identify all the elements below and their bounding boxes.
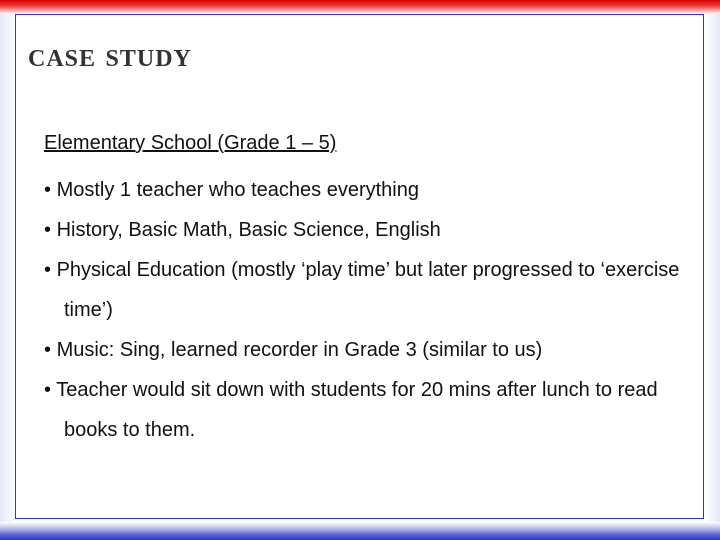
bullet-item: • Physical Education (mostly ‘play time’ but later progressed to ‘exercise time’) [44, 250, 694, 330]
slide-title: case study [28, 37, 192, 74]
bullet-item: • Mostly 1 teacher who teaches everything [44, 170, 694, 210]
bottom-accent-bar [0, 522, 720, 540]
top-accent-bar [0, 0, 720, 14]
bullet-item: • History, Basic Math, Basic Science, English [44, 210, 694, 250]
section-subheading: Elementary School (Grade 1 – 5) [44, 132, 337, 154]
right-side-gradient [706, 14, 720, 522]
left-side-gradient [0, 14, 16, 522]
bullet-item: • Music: Sing, learned recorder in Grade 3 (similar to us) [44, 330, 694, 370]
bullet-item: • Teacher would sit down with students for 20 mins after lunch to read books to them. [44, 370, 694, 450]
bullet-list [44, 170, 694, 450]
